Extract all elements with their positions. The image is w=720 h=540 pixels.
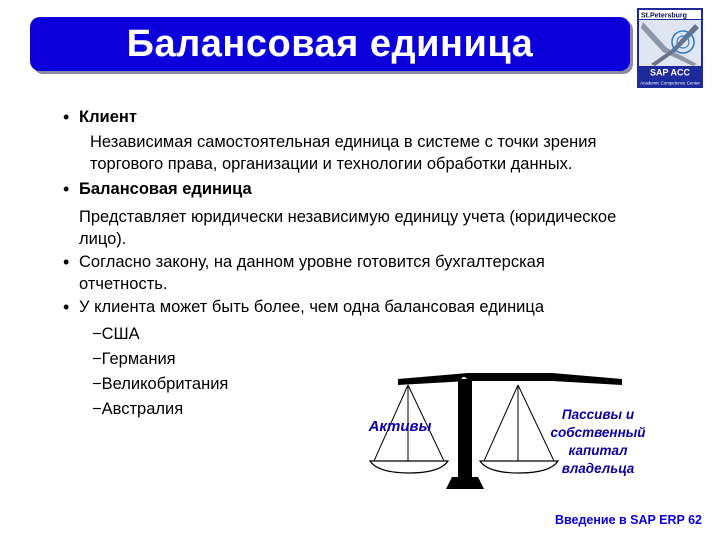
bullet-text-line: отчетность. — [79, 275, 168, 293]
logo-top-text: St.Petersburg — [641, 12, 687, 20]
bullet-heading-client: Клиент — [79, 108, 137, 126]
bullet-marker: • — [63, 297, 70, 317]
slide-title: Балансовая единица — [126, 23, 534, 65]
scale-label-line: Пассивы и — [561, 407, 635, 422]
bullet-marker: • — [63, 252, 70, 272]
bullet-text-line: торгового права, организации и технологии обработки данных. — [90, 155, 573, 173]
country-item-germany: −Германия — [92, 350, 176, 368]
scale-label-line: владельца — [561, 461, 635, 476]
bullet-heading-company-code: Балансовая единица — [79, 180, 252, 198]
logo-subtitle: Academic Competence Center — [640, 80, 700, 86]
logo-brand: SAP ACC — [649, 67, 691, 78]
scale-label-assets: Активы — [368, 418, 432, 435]
scale-label-line: собственный — [550, 425, 646, 440]
bullet-text-line: лицо). — [79, 230, 127, 248]
scale-label-line: капитал — [568, 443, 628, 458]
bullet-text-line: Представляет юридически независимую единицу учета (юридическое — [79, 208, 617, 226]
bullet-text-line: Независимая самостоятельная единица в системе с точки зрения — [90, 133, 597, 151]
scale-label-liabilities — [533, 406, 663, 478]
bullet-marker: • — [63, 107, 70, 127]
country-item-uk: −Великобритания — [92, 375, 229, 393]
bullet-text-line: Согласно закону, на данном уровне готовится бухгалтерская — [79, 253, 545, 271]
country-item-australia: −Австралия — [92, 400, 184, 418]
slide-footer: Введение в SAP ERP 62 — [554, 513, 702, 527]
bullet-text-line: У клиента может быть более, чем одна балансовая единица — [79, 298, 545, 316]
country-item-usa: −США — [92, 325, 140, 343]
bullet-marker: • — [63, 179, 70, 199]
